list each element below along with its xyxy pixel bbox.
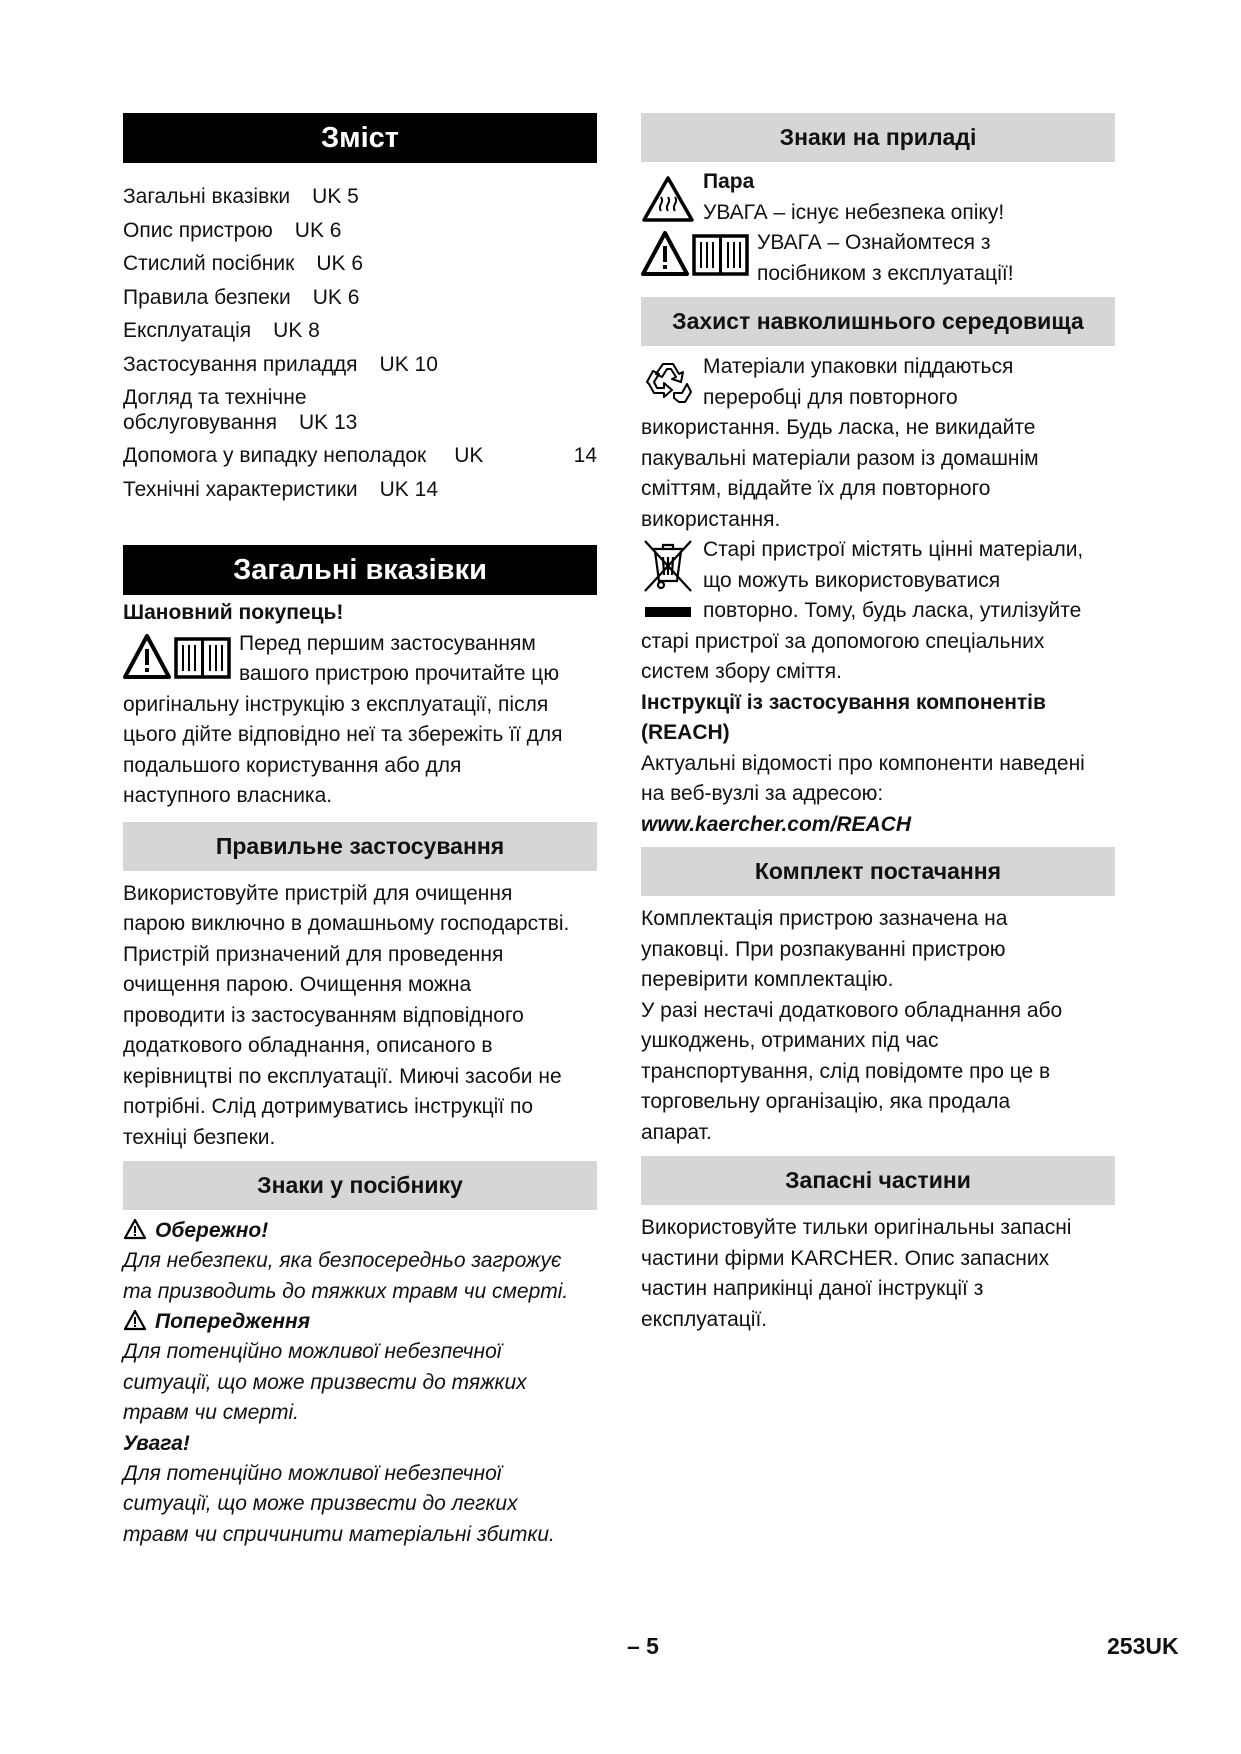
- recycle-icon: [641, 358, 695, 406]
- environment-text: Матеріали упаковки піддаються переробці для повторного використання. Будь ласка, не викидайте пакувальні матеріали разом із домашнім сміттям, віддайте їх для повторного використання. Старі пристрої містять цінні матеріали, що можуть використовуватися повторно. Тому, будь ласка, утилізуйте старі пристрої за допомогою спеціальних систем збору сміття. Інструкції із застосування компонентів (REACH) Актуальні відомості про компоненти наведені на веб-вузлі за адресою: www.kaercher.com/REACH: [641, 352, 1115, 840]
- toc-item: Догляд та технічне обслуговування UK 13: [123, 386, 358, 434]
- toc-item: Опис пристрою UK 6: [123, 218, 342, 242]
- toc-list: [123, 180, 597, 506]
- proper-use-title: Правильне застосування: [123, 822, 597, 871]
- toc-item: Експлуатація UK 8: [123, 319, 320, 342]
- spares-title: Запасні частини: [641, 1156, 1115, 1205]
- warning-manual-icon: [641, 230, 749, 278]
- caution-head: Увага!: [123, 1431, 190, 1455]
- device-signs-text: Пара УВАГА – існує небезпека опіку! УВАГА – Ознайомтеся з посібником з експлуатації!: [641, 167, 1115, 289]
- toc-item: Допомога у випадку неполадок UK 14: [123, 444, 597, 467]
- toc-item: Загальні вказівки UK 5: [123, 185, 359, 208]
- manual-signs-title: Знаки у посібнику: [123, 1161, 597, 1210]
- delivery-text: Комплектація пристрою зазначена на упаковці. При розпакуванні пристрою перевірити комплектацію. У разі нестачі додаткового обладнання або ушкоджень, отриманих під час транспортування, слід повідомте про це в торговельну організацію, яка продала апарат.: [641, 907, 1063, 1144]
- reach-head: Інструкції із застосування компонентів: [641, 690, 1046, 714]
- steam-head: Пара: [703, 170, 755, 193]
- left-column: [123, 113, 597, 1550]
- spares-text: Використовуйте тильки оригінальны запасні частини фірми KARCHER. Опис запасних частин наприкінці даної інструкції з експлуатації.: [641, 1216, 1072, 1331]
- general-text: Перед першим застосуванням вашого пристрою прочитайте цю оригінальну інструкцію з експлуатації, після цього дійте відповідно неї та збережіть її для подальшого користування або для наступного власника.: [123, 631, 563, 807]
- toc-item: Стислий посібник UK 6: [123, 252, 364, 275]
- crossed-bin-icon: [641, 537, 695, 623]
- warning-head: Попередження: [123, 1307, 597, 1337]
- toc-title: Зміст: [123, 113, 597, 163]
- warning-manual-icon: [123, 633, 231, 681]
- general-title: Загальні вказівки: [123, 545, 597, 595]
- steam-warning-icon: [641, 175, 695, 223]
- manual-signs-text: Обережно! Для небезпеки, яка безпосередньо загрожує та призводить до тяжких травм чи смерті. Попередження Для потенційно можливої небезпечної ситуації, що може призвести до тяжких травм чи смерті. Увага! Для потенційно можливої небезпечної ситуації, що може призвести до легких травм чи спричинити матеріальні збитки.: [123, 1216, 597, 1550]
- delivery-title: Комплект постачання: [641, 847, 1115, 896]
- toc-item: Технічні характеристики UK 14: [123, 477, 439, 501]
- page-number: – 5: [627, 1633, 659, 1659]
- proper-use-text: Використовуйте пристрій для очищення парою виключно в домашньому господарстві. Пристрій призначений для проведення очищення парою. Очищення можна проводити із застосуванням відповідного додаткового обладнання, описаного в керівництві по експлуатації. Миючі засоби не потрібні. Слід дотримуватись інструкції по техніці безпеки.: [123, 881, 570, 1149]
- toc-item: Правила безпеки UK 6: [123, 285, 360, 309]
- page-code: 253UK: [1107, 1633, 1179, 1659]
- environment-title: Захист навколишнього середовища: [641, 297, 1115, 346]
- right-column: [641, 113, 1115, 1335]
- toc-item: Застосування приладдя UK 10: [123, 352, 438, 376]
- danger-head: Обережно!: [123, 1216, 597, 1246]
- warning-triangle-icon: [123, 1309, 147, 1331]
- warning-triangle-icon: [123, 1218, 147, 1240]
- reach-url: www.kaercher.com/REACH: [641, 812, 911, 836]
- general-greeting: Шановний покупець!: [123, 601, 344, 624]
- steam-text: УВАГА – існує небезпека опіку!: [703, 200, 1005, 224]
- device-signs-title: Знаки на приладі: [641, 113, 1115, 162]
